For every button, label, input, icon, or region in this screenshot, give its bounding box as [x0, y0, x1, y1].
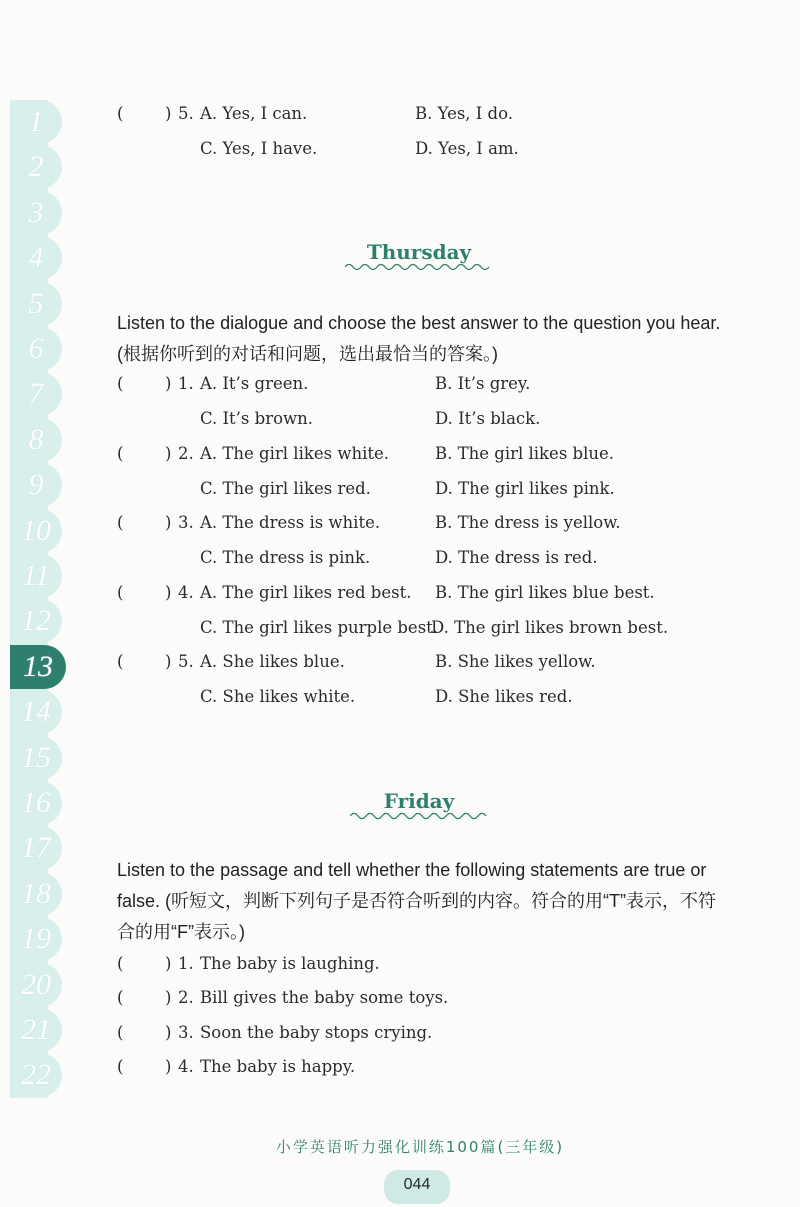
- side-tab-3: 3: [10, 191, 62, 235]
- option-b: B. She likes yellow.: [435, 652, 596, 671]
- statement-number: 4.: [178, 1056, 194, 1076]
- option-d: D. The dress is red.: [435, 548, 598, 567]
- page-number: 044: [403, 1176, 431, 1193]
- side-tab-19: 19: [10, 917, 62, 961]
- wavy-underline: [350, 811, 490, 821]
- question-number: 2.: [178, 443, 194, 463]
- answer-paren-open: (: [117, 988, 124, 1008]
- option-a: A. The dress is white.: [200, 513, 381, 532]
- answer-paren-close: ): [165, 988, 172, 1008]
- option-d: D. She likes red.: [435, 687, 573, 706]
- answer-paren-open: (: [117, 582, 124, 602]
- option-c: C. The girl likes purple best.: [200, 617, 439, 637]
- option-a: A. The girl likes white.: [200, 443, 389, 463]
- answer-paren-close: ): [165, 954, 172, 973]
- section-title-thursday: Thursday: [366, 240, 472, 264]
- answer-paren-open: (: [117, 1056, 124, 1076]
- side-tab-15: 15: [10, 736, 62, 780]
- answer-paren-open: (: [117, 104, 124, 123]
- option-a: A. Yes, I can.: [200, 104, 308, 123]
- option-b: B. The girl likes blue best.: [435, 582, 655, 602]
- book-title: 小学英语听力强化训练100篇(三年级): [275, 1138, 565, 1156]
- question-number: 5.: [178, 652, 194, 671]
- side-tab-11: 11: [10, 554, 62, 598]
- option-a: A. The girl likes red best.: [200, 582, 412, 602]
- side-tab-5: 5: [10, 282, 62, 326]
- side-tab-6: 6: [10, 327, 62, 371]
- question-number: 3.: [178, 513, 194, 532]
- side-tab-10: 10: [10, 509, 62, 553]
- side-tab-9: 9: [10, 463, 62, 507]
- answer-paren-open: (: [117, 374, 124, 393]
- option-d: D. The girl likes brown best.: [431, 617, 669, 637]
- answer-paren-open: (: [117, 652, 124, 671]
- answer-paren-open: (: [117, 513, 124, 532]
- wavy-underline: [345, 262, 493, 272]
- statement-number: 3.: [178, 1022, 194, 1042]
- side-tab-12: 12: [10, 599, 62, 643]
- option-b: B. The dress is yellow.: [435, 513, 621, 532]
- side-tab-13: 13: [10, 645, 66, 689]
- side-tab-4: 4: [10, 236, 62, 280]
- answer-paren-close: ): [165, 374, 172, 393]
- answer-paren-close: ): [165, 652, 172, 671]
- side-tab-14: 14: [10, 690, 62, 734]
- answer-paren-open: (: [117, 443, 124, 463]
- question-number: 5.: [178, 104, 194, 123]
- option-d: D. The girl likes pink.: [435, 478, 615, 498]
- side-tab-2: 2: [10, 145, 62, 189]
- option-d: D. It’s black.: [435, 409, 541, 428]
- statement-text: The baby is laughing.: [200, 954, 380, 973]
- option-c: C. She likes white.: [200, 687, 356, 706]
- answer-paren-close: ): [165, 513, 172, 532]
- option-b: B. It’s grey.: [435, 374, 531, 393]
- side-tab-18: 18: [10, 872, 62, 916]
- answer-paren-open: (: [117, 954, 124, 973]
- statement-text: Bill gives the baby some toys.: [200, 988, 449, 1008]
- answer-paren-close: ): [165, 104, 172, 123]
- side-tab-20: 20: [10, 963, 62, 1007]
- side-tab-1: 1: [10, 100, 62, 144]
- option-a: A. It’s green.: [200, 374, 309, 393]
- answer-paren-close: ): [165, 443, 172, 463]
- statement-text: Soon the baby stops crying.: [200, 1022, 433, 1042]
- option-a: A. She likes blue.: [200, 652, 345, 671]
- side-tab-22: 22: [10, 1053, 62, 1097]
- option-c: C. The dress is pink.: [200, 548, 371, 567]
- side-tab-21: 21: [10, 1008, 62, 1052]
- side-tab-7: 7: [10, 372, 62, 416]
- answer-paren-close: ): [165, 582, 172, 602]
- section-title-friday: Friday: [383, 789, 455, 813]
- thursday-instruction: Listen to the dialogue and choose the best answer to the question you hear. (根据你听到的对话和问题，选出最恰当的答案。): [117, 313, 721, 364]
- option-c: C. The girl likes red.: [200, 478, 371, 498]
- option-d: D. Yes, I am.: [415, 139, 519, 158]
- side-tab-17: 17: [10, 826, 62, 870]
- friday-instruction: Listen to the passage and tell whether the following statements are true or false. (听短文，判断下列句子是否符合听到的内容。符合的用“T”表示，不符合的用“F”表示。): [117, 860, 716, 942]
- question-number: 1.: [178, 374, 194, 393]
- option-b: B. Yes, I do.: [415, 104, 514, 123]
- answer-paren-open: (: [117, 1022, 124, 1042]
- side-tab-8: 8: [10, 418, 62, 462]
- statement-number: 2.: [178, 988, 194, 1008]
- answer-paren-close: ): [165, 1056, 172, 1076]
- side-tab-16: 16: [10, 781, 62, 825]
- option-c: C. It’s brown.: [200, 409, 314, 428]
- statement-number: 1.: [178, 954, 194, 973]
- question-number: 4.: [178, 582, 194, 602]
- statement-text: The baby is happy.: [200, 1056, 356, 1076]
- answer-paren-close: ): [165, 1022, 172, 1042]
- option-c: C. Yes, I have.: [200, 139, 318, 158]
- option-b: B. The girl likes blue.: [435, 443, 615, 463]
